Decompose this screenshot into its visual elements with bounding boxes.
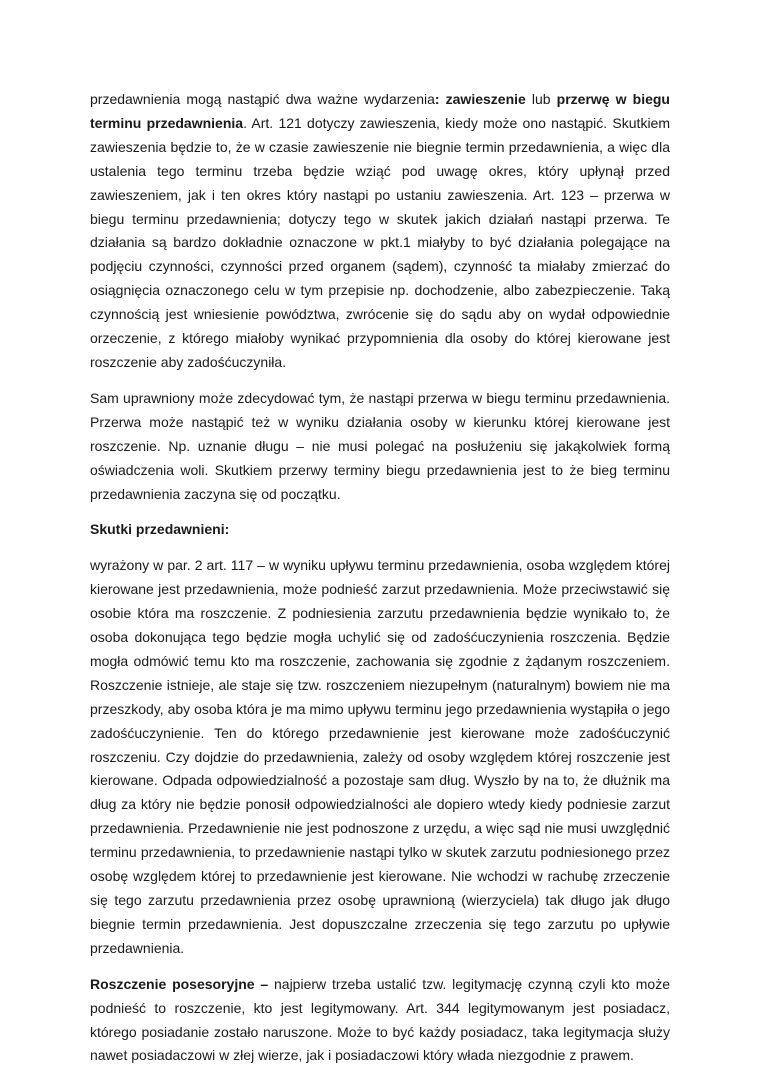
p1-text-3: . Art. 121 dotyczy zawieszenia, kiedy może ono nastąpić. Skutkiem zawieszenia będzie to, że w czasie zawieszenie nie biegnie termin przedawnienia, a więc dla ustalenia tego terminu trzeba będzie wziąć pod uwagę okres, który upłynął przed zawieszeniem, jak i ten okres który nastąpi po ustaniu zawieszenia. Art. 123 – przerwa w biegu terminu przedawnienia; dotyczy tego w skutek jakich działań nastąpi przerwa. Te działania są bardzo dokładnie oznaczone w pkt.1 miałyby to być działania polegające na podjęciu czynności, czynności przed organem (sądem), czynność ta miałaby zmierzać do osiągnięcia oznaczonego celu w tym przepisie np. dochodzenie, albo zabezpieczenie. Taką czynnością jest wniesienie powództwa, zwrócenie się do sądu aby on wydał odpowiednie orzeczenie, z którego miałoby wynikać przypomnienia dla osoby do której kierowane jest roszczenie aby zadośćuczyniła. [90,114,670,370]
p1-bold-zawieszenie: : zawieszenie [434,91,526,107]
paragraph-zawieszenie-przerwa [90,88,670,375]
paragraph-roszczenie-posesoryjne [90,973,670,1069]
document-page [90,88,670,1080]
paragraph-skutki: wyrażony w par. 2 art. 117 – w wyniku upływu terminu przedawnienia, osoba względem której kierowane jest przedawnienia, może podnieść zarzut przedawnienia. Może przeciwstawić się osobie która ma roszczenie. Z podniesienia zarzutu przedawnienia będzie wynikało to, że osoba dokonująca tego będzie mogła uchylić się od zadośćuczynienia roszczenia. Będzie mogła odmówić temu kto ma roszczenie, zachowania się zgodnie z żądanym roszczeniem. Roszczenie istnieje, ale staje się tzw. roszczeniem niezupełnym (naturalnym) bowiem nie ma przeszkody, aby osoba która je ma mimo upływu terminu jego przedawnienia wystąpiła o jego zadośćuczynienie. Ten do którego przedawnienie jest kierowane może zadośćuczynić roszczeniu. Czy dojdzie do przedawnienia, zależy od osoby względem której roszczenie jest kierowane. Odpada odpowiedzialność a pozostaje sam dług. Wyszło by na to, że dłużnik ma dług za który nie będzie ponosił odpowiedzialności ale dopiero wtedy kiedy podniesie zarzut przedawnienia. Przedawnienie nie jest podnoszone z urzędu, a więc sąd nie musi uwzględnić terminu przedawnienia, to przedawnienie nastąpi tylko w skutek zarzutu podniesionego przez osobę względem której to przedawnienie jest kierowane. Nie wchodzi w rachubę zrzeczenie się tego zarzutu przedawnienia przez osobę uprawnioną (wierzyciela) tak długo jak długo biegnie termin przedawnienia. Jest dopuszczalne zrzeczenia się tego zarzutu po upływie przedawnienia. [90,557,670,956]
paragraph-uprawniony: Sam uprawniony może zdecydować tym, że nastąpi przerwa w biegu terminu przedawnienia. Przerwa może nastąpić też w wyniku działania osoby w kierunku której kierowane jest roszczenie. Np. uznanie długu – nie musi polegać na posłużeniu się jakąkolwiek formą oświadczenia woli. Skutkiem przerwy terminy biegu przedawnienia jest to że bieg terminu przedawnienia zaczyna się od początku. [90,389,670,502]
p4-text: najpierw trzeba ustalić tzw. legitymację czynną czyli kto może podnieść to roszczenie, kto jest legitymowany. Art. 344 legitymowanym jest posiadacz, którego posiadanie zostało naruszone. Może to być każdy posiadacz, taka legitymacja służy nawet posiadaczowi w złej wierze, jak i posiadaczowi który włada niezgodnie z prawem. [90,975,670,1064]
p4-bold-roszczenie: Roszczenie posesoryjne – [90,975,269,992]
section-heading-skutki: Skutki przedawnieni: [90,521,230,538]
p1-text-2: lub [525,91,557,107]
p1-bold-przerwa: przerwę w biegu terminu przedawnienia [90,91,670,131]
p1-text-1: przedawnienia mogą nastąpić dwa ważne wydarzenia [90,91,435,107]
